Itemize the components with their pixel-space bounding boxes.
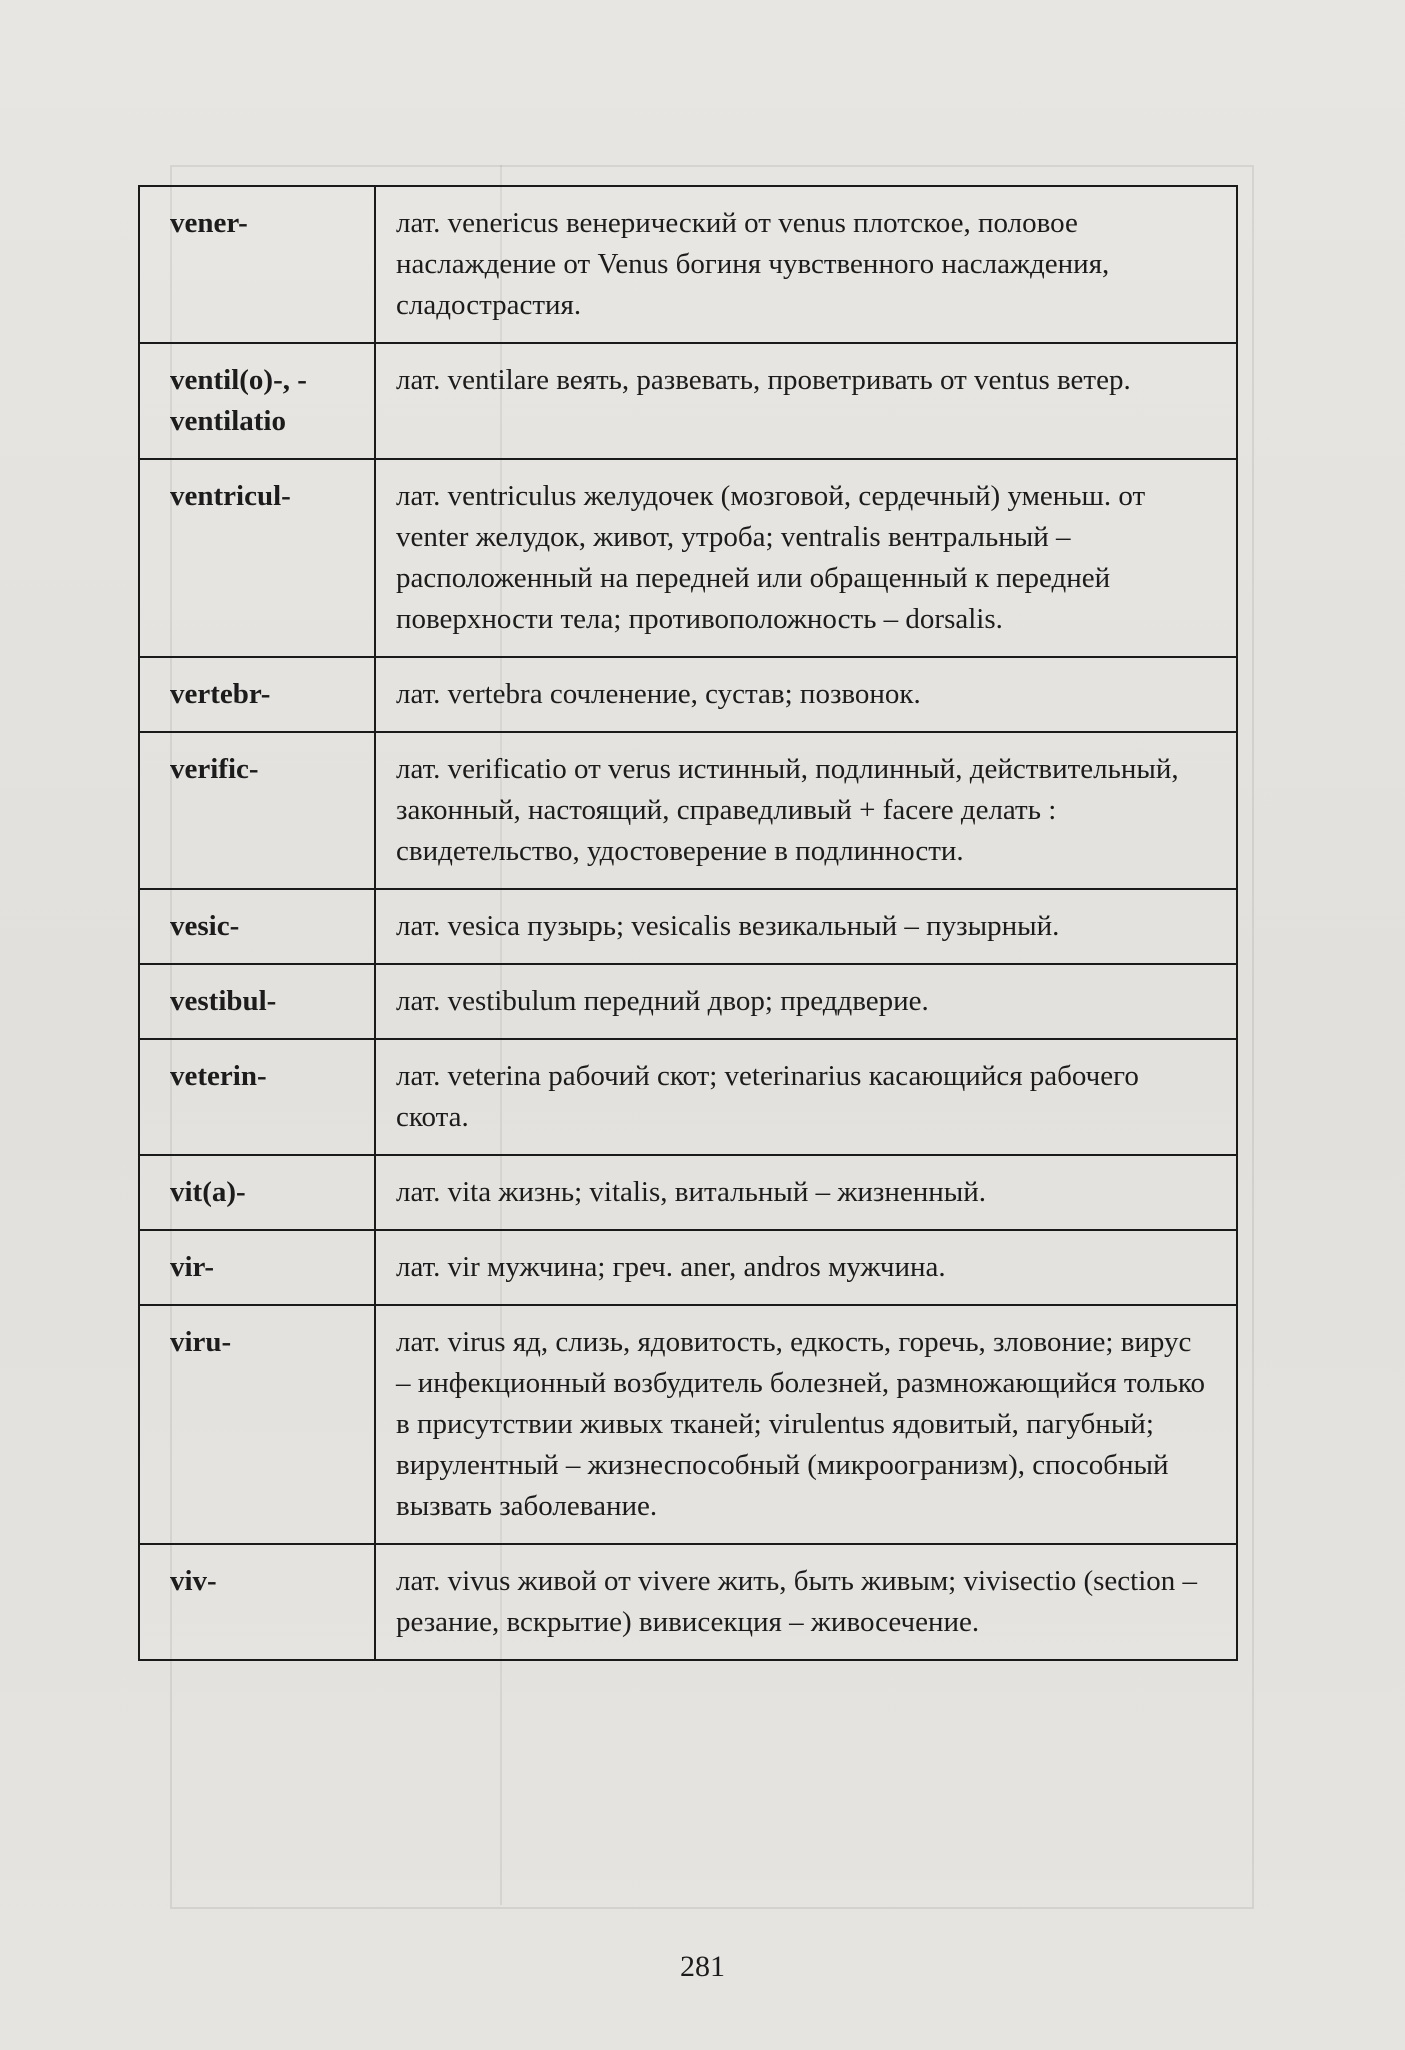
term-cell: viv- (139, 1544, 375, 1660)
term-cell: veterin- (139, 1039, 375, 1155)
table-row (139, 889, 1237, 964)
definition-cell: лат. ventilare веять, развевать, проветривать от ventus ветер. (375, 343, 1237, 459)
definition-cell: лат. ventriculus желудочек (мозговой, сердечный) уменьш. от venter желудок, живот, утроба; ventralis вентральный – расположенный на передней или обращенный к передней поверхности тела; противоположность – dorsalis. (375, 459, 1237, 657)
term-cell: vit(a)- (139, 1155, 375, 1230)
table-row (139, 732, 1237, 889)
table-row (139, 1155, 1237, 1230)
definition-cell: лат. vestibulum передний двор; преддверие. (375, 964, 1237, 1039)
table-row (139, 186, 1237, 343)
term-cell: ventricul- (139, 459, 375, 657)
table-row (139, 343, 1237, 459)
definition-cell: лат. veterina рабочий скот; veterinarius касающийся рабочего скота. (375, 1039, 1237, 1155)
definition-cell: лат. vivus живой от vivere жить, быть живым; vivisectio (section – резание, вскрытие) вивисекция – живосечение. (375, 1544, 1237, 1660)
definition-cell: лат. verificatio от verus истинный, подлинный, действительный, законный, настоящий, справедливый + facere делать : свидетельство, удостоверение в подлинности. (375, 732, 1237, 889)
term-cell: verific- (139, 732, 375, 889)
table-row (139, 657, 1237, 732)
term-cell: vertebr- (139, 657, 375, 732)
term-cell: vir- (139, 1230, 375, 1305)
definition-cell: лат. virus яд, слизь, ядовитость, едкость, горечь, зловоние; вирус – инфекционный возбудитель болезней, размножающийся только в присутствии живых тканей; virulentus ядовитый, пагубный; вирулентный – жизнеспособный (микроогранизм), способный вызвать заболевание. (375, 1305, 1237, 1544)
term-cell: ventil(o)-, -ventilatio (139, 343, 375, 459)
term-cell: vestibul- (139, 964, 375, 1039)
table-row (139, 964, 1237, 1039)
definition-cell: лат. venericus венерический от venus плотское, половое наслаждение от Venus богиня чувственного наслаждения, сладострастия. (375, 186, 1237, 343)
definition-cell: лат. vir мужчина; греч. aner, andros мужчина. (375, 1230, 1237, 1305)
term-cell: vesic- (139, 889, 375, 964)
table-row (139, 1305, 1237, 1544)
table-row (139, 1230, 1237, 1305)
definition-cell: лат. vesica пузырь; vesicalis везикальный – пузырный. (375, 889, 1237, 964)
table-row (139, 1039, 1237, 1155)
term-cell: viru- (139, 1305, 375, 1544)
table-row (139, 1544, 1237, 1660)
table-row (139, 459, 1237, 657)
definition-cell: лат. vertebra сочленение, сустав; позвонок. (375, 657, 1237, 732)
term-cell: vener- (139, 186, 375, 343)
page-number: 281 (680, 1950, 725, 1983)
definition-cell: лат. vita жизнь; vitalis, витальный – жизненный. (375, 1155, 1237, 1230)
dictionary-table (138, 185, 1238, 1661)
